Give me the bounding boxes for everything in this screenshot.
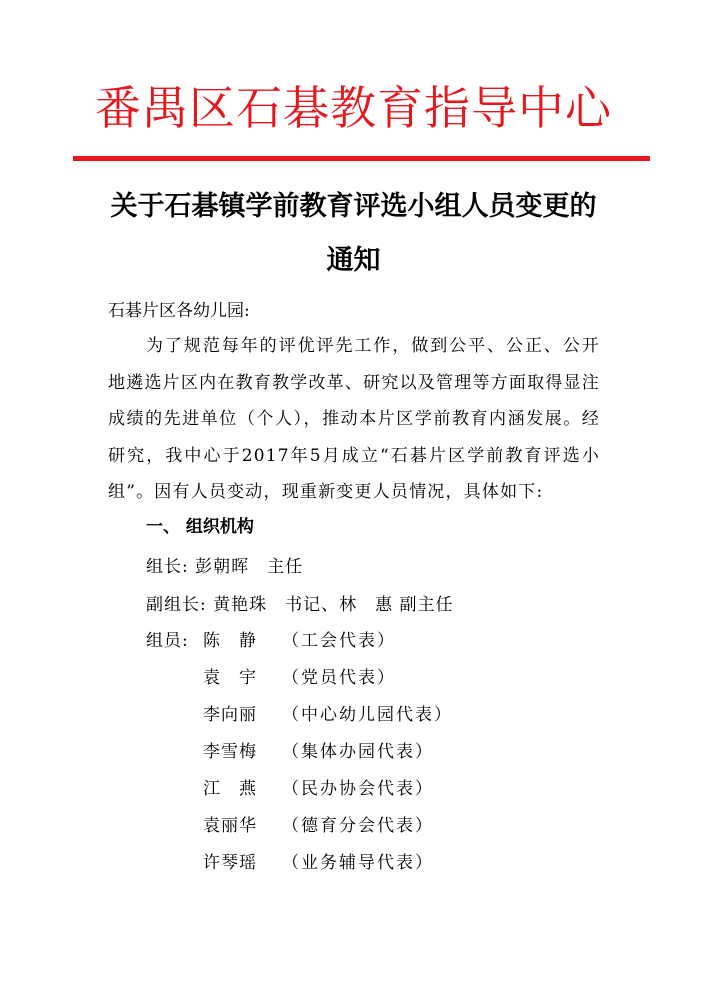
deputy-leader-line: 副组长: 黄艳珠 书记、林 惠 副主任 [146,595,454,615]
member-name: 李向丽 [203,705,257,725]
document-title-line-2: 通知 [326,245,381,276]
member-name: 袁丽华 [203,816,257,836]
member-role: （工会代表） [282,631,396,651]
members-label: 组员: [146,631,189,651]
member-name: 袁 宇 [203,668,257,688]
member-name: 许琴瑶 [203,853,257,873]
org-header-title: 番禺区石碁教育指导中心 [95,81,612,135]
member-name: 陈 静 [203,631,257,651]
leader-line: 组长: 彭朝晖 主任 [146,557,304,577]
header-red-rule [73,156,650,161]
member-role: （民办协会代表） [282,779,434,799]
member-role: （中心幼儿园代表） [282,705,453,725]
member-name: 江 燕 [203,779,257,799]
section-heading-organization: 一、 组织机构 [146,517,254,537]
body-paragraph: 为了规范每年的评优评先工作，做到公平、公正、公开地遴选片区内在教育教学改革、研究以及管理等方面取得显注成绩的先进单位（个人），推动本片区学前教育内涵发展。经研究，我中心于2017年5月成立“石碁片区学前教育评选小组”。因有人员变动，现重新变更人员情况，具体如下: [108,336,600,502]
salutation: 石碁片区各幼儿园: [108,301,250,321]
member-role: （党员代表） [282,668,396,688]
document-title-line-1: 关于石碁镇学前教育评选小组人员变更的 [110,191,597,222]
member-role: （集体办园代表） [282,742,434,762]
member-role: （德育分会代表） [282,816,434,836]
member-role: （业务辅导代表） [282,853,434,873]
member-name: 李雪梅 [203,742,257,762]
